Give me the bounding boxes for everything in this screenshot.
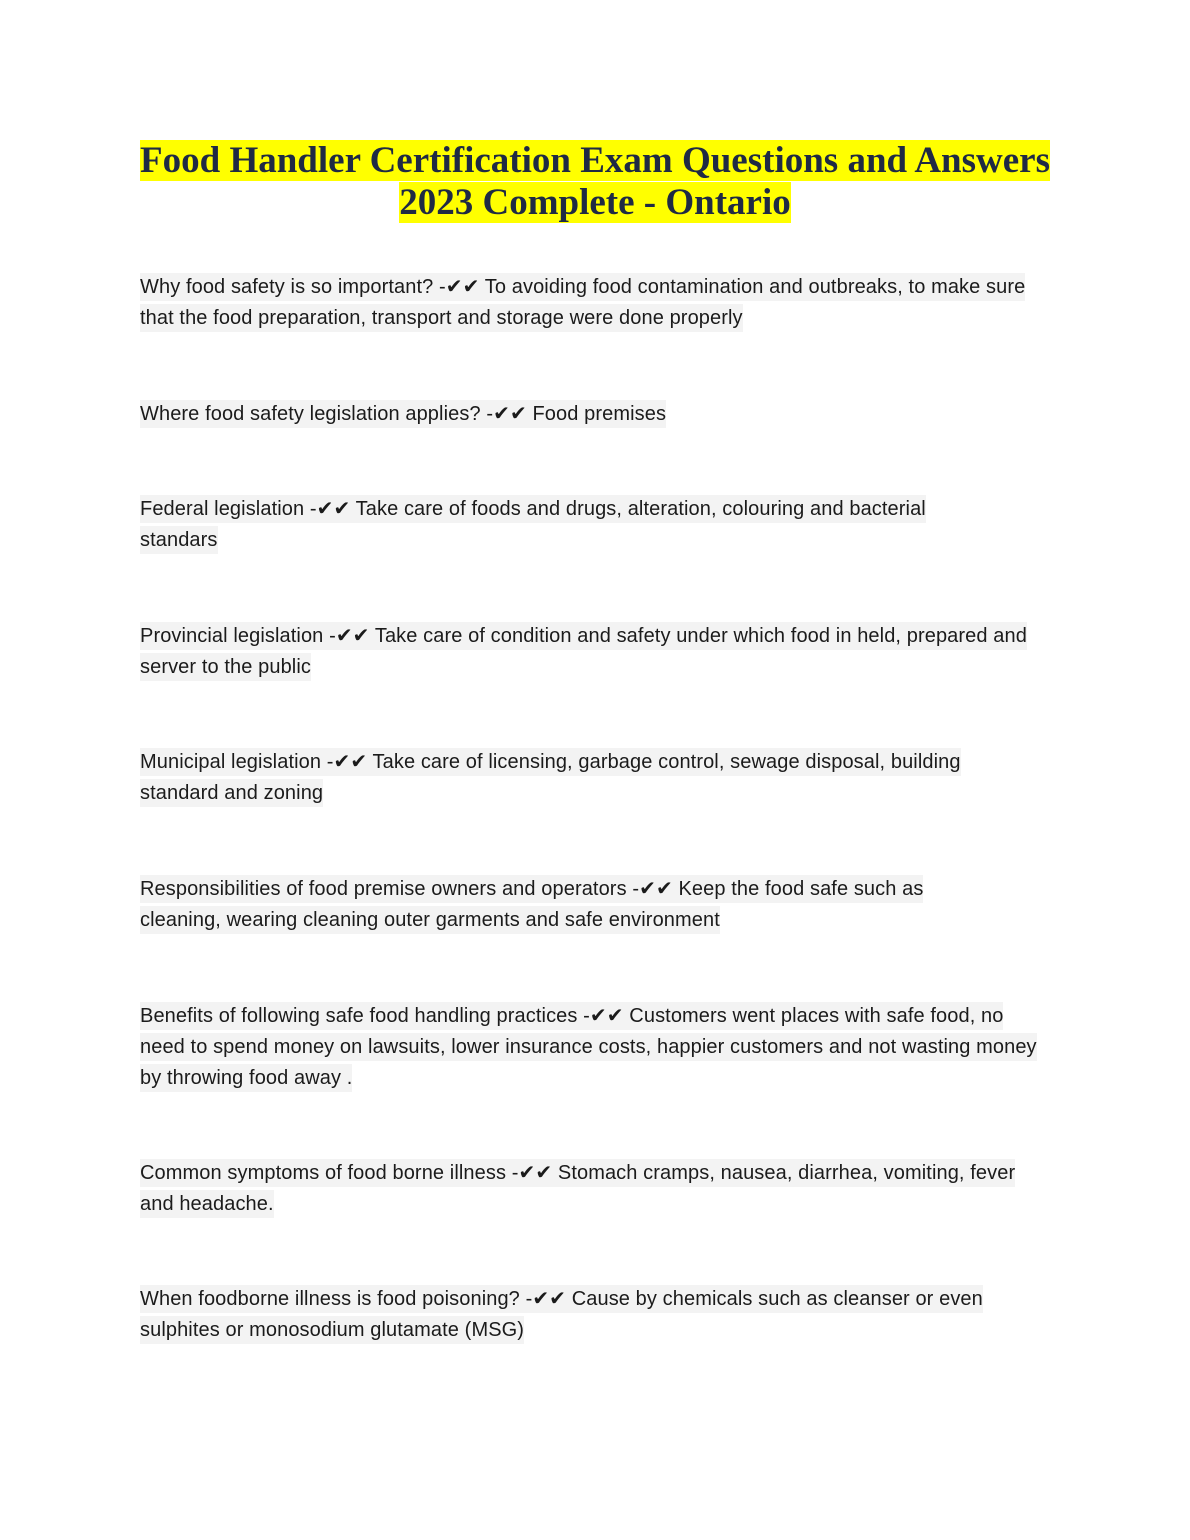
checkmark-separator: -✔✔ xyxy=(519,1288,572,1310)
qa-item-1 xyxy=(140,272,1055,334)
page-title xyxy=(100,140,1090,224)
qa-item-2 xyxy=(140,399,1070,430)
qa-item-5 xyxy=(140,747,1025,809)
checkmark-separator: -✔✔ xyxy=(321,751,373,773)
checkmark-separator: -✔✔ xyxy=(626,878,679,900)
qa-item-7 xyxy=(140,1001,1040,1094)
question: Common symptoms of food borne illness xyxy=(140,1162,507,1184)
question: Benefits of following safe food handling practices xyxy=(140,1005,578,1027)
question: Provincial legislation xyxy=(140,625,324,647)
checkmark-separator: -✔✔ xyxy=(577,1005,630,1027)
answer: Food premises xyxy=(532,403,667,425)
answer: Stomach cramps, nausea, diarrhea, vomiting, fever and headache. xyxy=(140,1162,1016,1215)
page-title-line-2: 2023 Complete - Ontario xyxy=(399,182,791,223)
qa-item-8 xyxy=(140,1158,1030,1220)
checkmark-separator: -✔✔ xyxy=(506,1162,558,1184)
answer: Keep the food safe such as cleaning, wearing cleaning outer garments and safe environment xyxy=(140,878,924,931)
question: Where food safety legislation applies? xyxy=(140,403,481,425)
checkmark-separator: -✔✔ xyxy=(480,403,533,425)
page-title-line-1: Food Handler Certification Exam Questions and Answers xyxy=(140,140,1050,181)
answer: Take care of foods and drugs, alteration, colouring and bacterial standars xyxy=(140,498,926,551)
qa-item-9 xyxy=(140,1284,1035,1346)
checkmark-separator: -✔✔ xyxy=(323,625,375,647)
qa-item-4 xyxy=(140,621,1060,683)
question: Municipal legislation xyxy=(140,751,322,773)
answer: Take care of licensing, garbage control, sewage disposal, building standard and zoning xyxy=(140,751,961,804)
question: Responsibilities of food premise owners and operators xyxy=(140,878,627,900)
answer: Cause by chemicals such as cleanser or even sulphites or monosodium glutamate (MSG) xyxy=(140,1288,983,1341)
answer: Customers went places with safe food, no need to spend money on lawsuits, lower insurance costs, happier customers and not wasting money by throwing food away . xyxy=(140,1005,1037,1089)
question: Federal legislation xyxy=(140,498,305,520)
checkmark-separator: -✔✔ xyxy=(433,276,485,298)
answer: Take care of condition and safety under which food in held, prepared and server to the public xyxy=(140,625,1027,678)
question: Why food safety is so important? xyxy=(140,276,434,298)
checkmark-separator: -✔✔ xyxy=(304,498,356,520)
qa-item-3 xyxy=(140,494,1000,556)
answer: To avoiding food contamination and outbreaks, to make sure that the food preparation, transport and storage were done properly xyxy=(140,276,1026,329)
qa-item-6 xyxy=(140,874,990,936)
question: When foodborne illness is food poisoning? xyxy=(140,1288,520,1310)
